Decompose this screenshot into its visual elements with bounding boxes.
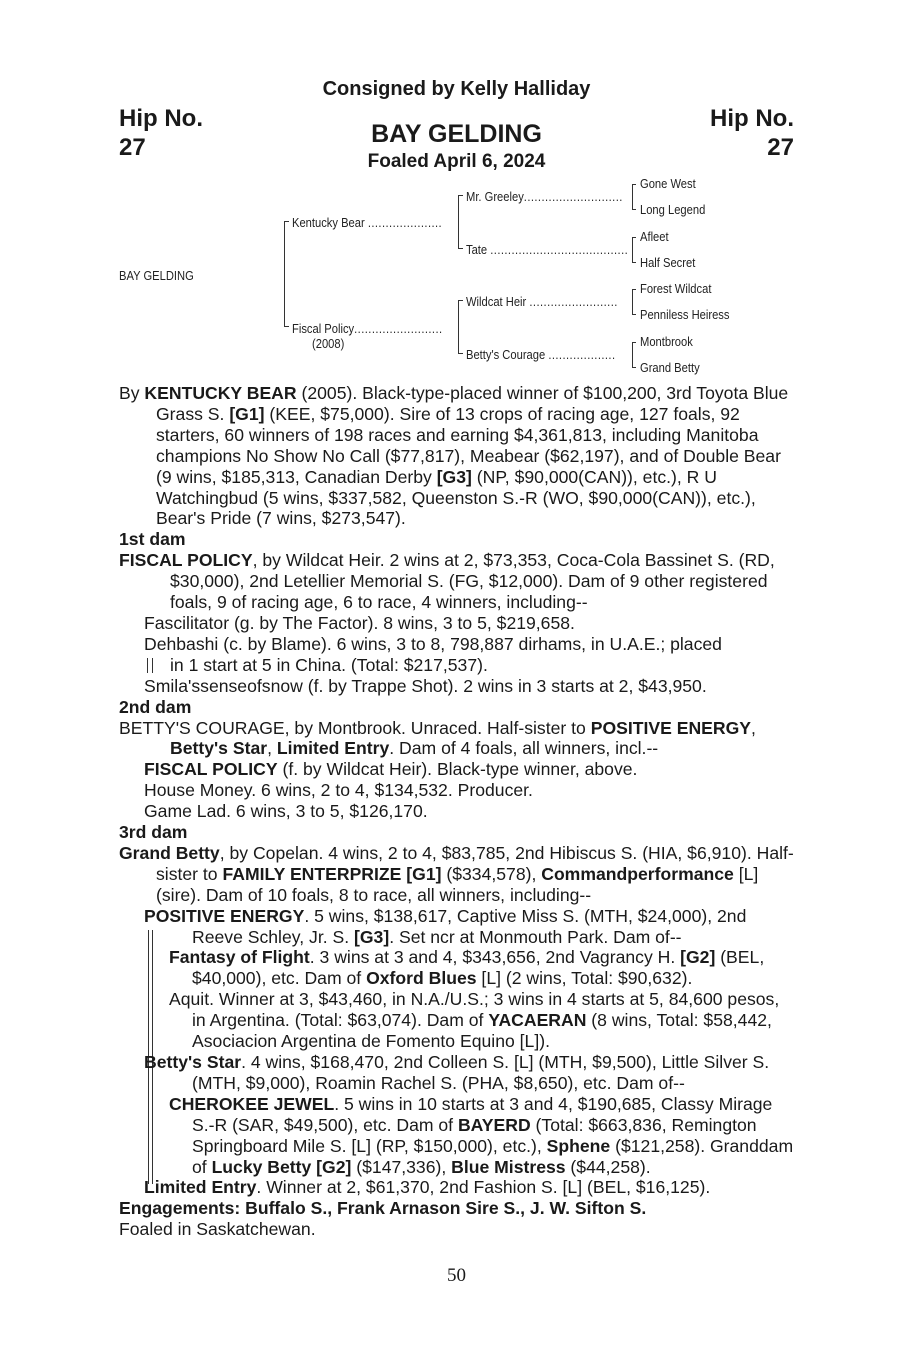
foaling-date: Foaled April 6, 2024: [367, 151, 546, 172]
pedigree-sire-sire: Mr. Greeley............................: [466, 189, 623, 204]
produce-record: Betty's Star. 4 wins, $168,470, 2nd Colleen S. [L] (MTH, $9,500), Little Silver S. (MTH, $9,000), Roamin Rachel S. (PHA, $8,650), etc. Dam of--: [144, 1052, 770, 1093]
pedigree-g3-2: Long Legend: [640, 202, 706, 217]
third-dam-paragraph: Grand Betty, by Copelan. 4 wins, 2 to 4, $83,785, 2nd Hibiscus S. (HIA, $6,910). Half-sister to FAMILY ENTERPRIZE [G1] ($334,578), Commandperformance [L] (sire). Dam of 10 foals, 8 to race, all winners, including--: [119, 842, 794, 905]
produce-record: Aquit. Winner at 3, $43,460, in N.A./U.S.; 3 wins in 4 starts at 5, 84,600 pesos, in Argentina. (Total: $63,074). Dam of YACAERAN (8 wins, Total: $58,442, Asociacion Argentina de Fomento Equino [L]).: [169, 989, 780, 1052]
second-dam-heading: 2nd dam: [119, 696, 192, 717]
pedigree-g3-4: Half Secret: [640, 255, 696, 270]
produce-record: House Money. 6 wins, 2 to 4, $134,532. Producer.: [144, 780, 533, 801]
produce-record: Fantasy of Flight. 3 wins at 3 and 4, $343,656, 2nd Vagrancy H. [G2] (BEL, $40,000), etc. Dam of Oxford Blues [L] (2 wins, Total: $90,632).: [169, 947, 765, 989]
pedigree-dam-sire: Wildcat Heir .........................: [466, 294, 618, 309]
hip-label: Hip No.: [119, 105, 203, 132]
third-dam-produce: [119, 906, 794, 1178]
pedigree-dam-dam: Betty's Courage ...................: [466, 347, 616, 362]
produce-record-continued: in 1 start at 5 in China. (Total: $217,537).: [119, 655, 794, 676]
produce-record: Fascilitator (g. by The Factor). 8 wins, 3 to 5, $219,658.: [144, 612, 575, 633]
consignor-line: Consigned by Kelly Halliday: [322, 78, 591, 100]
produce-record: Limited Entry. Winner at 2, $61,370, 2nd Fashion S. [L] (BEL, $16,125).: [144, 1177, 711, 1198]
pedigree-g3-6: Penniless Heiress: [640, 307, 730, 322]
hip-number: 27: [119, 134, 146, 161]
produce-record: CHEROKEE JEWEL. 5 wins in 10 starts at 3 and 4, $190,685, Classy Mirage S.-R (SAR, $49,500), etc. Dam of BAYERD (Total: $663,836, Remington Springboard Mile S. [L] (RP, $150,000), etc.), Sphene ($121,258). Granddam of Lucky Betty [G2] ($147,336), Blue Mistress ($44,258).: [169, 1093, 794, 1177]
first-dam-paragraph: FISCAL POLICY, by Wildcat Heir. 2 wins at 2, $73,353, Coca-Cola Bassinet S. (RD, $30,000), 2nd Letellier Memorial S. (FG, $12,000). Dam of 9 other registered foals, 9 of racing age, 6 to race, 4 winners, including--: [119, 550, 775, 613]
engagements: Engagements: Buffalo S., Frank Arnason Sire S., J. W. Sifton S.: [119, 1198, 647, 1219]
hip-number: 27: [767, 134, 794, 161]
pedigree-dam: Fiscal Policy.........................: [292, 321, 443, 336]
catalog-page-body: [119, 383, 794, 1240]
third-dam-heading: 3rd dam: [119, 822, 188, 843]
horse-title: BAY GELDING: [371, 120, 542, 148]
pedigree-sire-dam: Tate .......................................: [466, 242, 629, 257]
page-number: 50: [447, 1265, 466, 1286]
produce-record: Game Lad. 6 wins, 3 to 5, $126,170.: [144, 801, 428, 822]
pedigree-g3-1: Gone West: [640, 176, 696, 191]
hip-label: Hip No.: [710, 105, 794, 132]
second-dam-paragraph: BETTY'S COURAGE, by Montbrook. Unraced. Half-sister to POSITIVE ENERGY, Betty's Star, Limited Entry. Dam of 4 foals, all winners, incl.--: [119, 717, 756, 759]
pedigree-g3-8: Grand Betty: [640, 360, 700, 375]
pedigree-g3-7: Montbrook: [640, 334, 693, 349]
pedigree-g3-5: Forest Wildcat: [640, 281, 712, 296]
sire-paragraph: By KENTUCKY BEAR (2005). Black-type-placed winner of $100,200, 3rd Toyota Blue Grass S. [G1] (KEE, $75,000). Sire of 13 crops of racing age, 127 foals, 92 starters, 60 winners of 198 races and earning $4,361,813, including Manitoba champions No Show No Call ($77,817), Meabear ($62,197), and of Double Bear (9 wins, $185,313, Canadian Derby [G3] (NP, $90,000(CAN)), etc.), R U Watchingbud (5 wins, $337,582, Queenston S.-R (WO, $90,000(CAN)), etc.), Bear's Pride (7 wins, $273,547).: [119, 383, 789, 529]
pedigree-dam-year: (2008): [312, 336, 345, 351]
pedigree-sire: Kentucky Bear .....................: [292, 215, 443, 230]
foaled-in: Foaled in Saskatchewan.: [119, 1219, 316, 1240]
pedigree-g3-3: Afleet: [640, 229, 669, 244]
produce-record: FISCAL POLICY (f. by Wildcat Heir). Black-type winner, above.: [144, 759, 638, 780]
produce-record: Smila'ssenseofsnow (f. by Trappe Shot). 2 wins in 3 starts at 2, $43,950.: [144, 675, 707, 696]
first-dam-heading: 1st dam: [119, 529, 186, 550]
produce-record: Dehbashi (c. by Blame). 6 wins, 3 to 8, 798,887 dirhams, in U.A.E.; placed: [144, 633, 722, 654]
pedigree-subject: BAY GELDING: [119, 268, 194, 283]
produce-record: POSITIVE ENERGY. 5 wins, $138,617, Captive Miss S. (MTH, $24,000), 2nd Reeve Schley, Jr. S. [G3]. Set ncr at Monmouth Park. Dam of--: [144, 905, 747, 947]
